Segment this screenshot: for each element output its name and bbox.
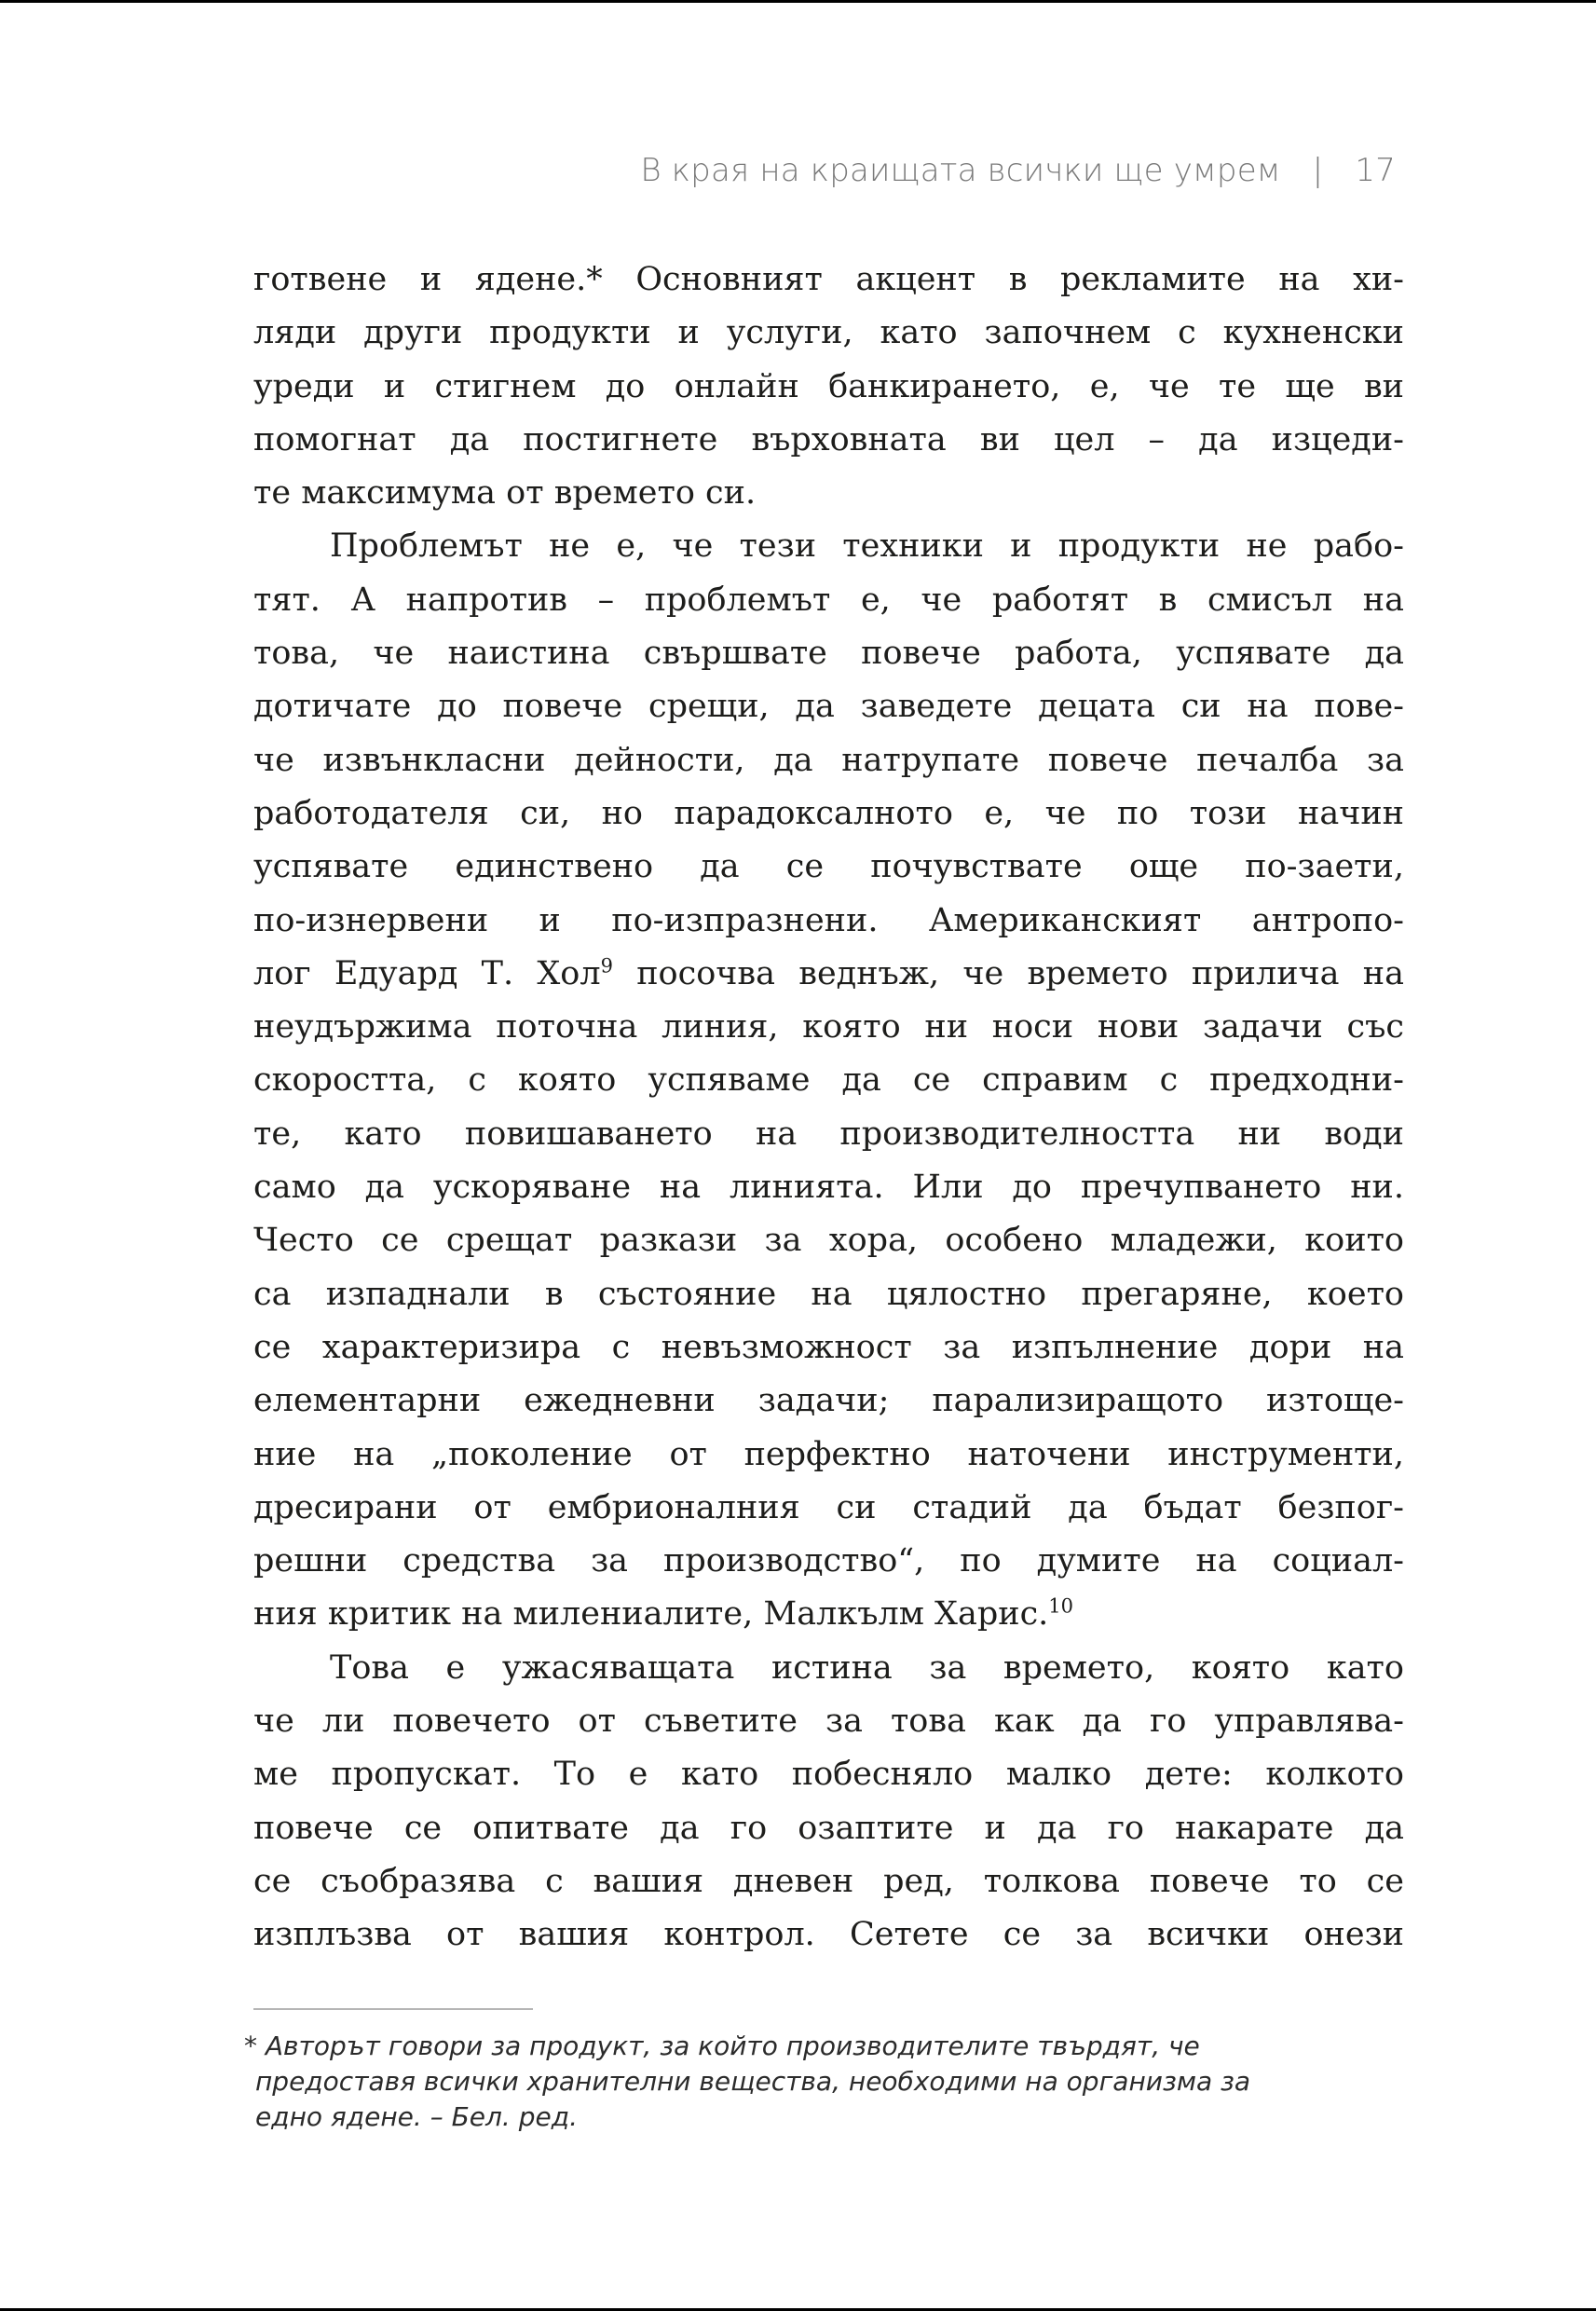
text-line: успявате единствено да се почувствате още по-заети,: [253, 848, 1404, 886]
paragraph-2: [253, 520, 1404, 1641]
footnote-line: * Авторът говори за продукт, за който производителите твърдят, че: [244, 2031, 1200, 2061]
text-fragment: посочва веднъж, че времето прилича на: [612, 954, 1404, 992]
text-line: че ли повечето от съветите за това как да го управлява-: [253, 1702, 1404, 1741]
page-number: 17: [1355, 152, 1396, 189]
footnote: [244, 2029, 1404, 2135]
page-top-border: [0, 0, 1596, 3]
text-fragment: ния критик на милениалите, Малкълм Харис.: [253, 1595, 1049, 1634]
text-line: ме пропускат. То е като побесняло малко дете: колкото: [253, 1756, 1404, 1794]
text-line: ляди други продукти и услуги, като започнем с кухненски: [253, 314, 1404, 352]
text-line: елементарни ежедневни задачи; парализиращото изтоще-: [253, 1382, 1404, 1420]
running-title: В края на краищата всички ще умрем: [640, 152, 1281, 189]
footnote-divider: [253, 2008, 533, 2010]
text-line: са изпаднали в състояние на цялостно прегаряне, което: [253, 1275, 1404, 1313]
footnote-line: [244, 2099, 1404, 2135]
text-line: скоростта, с която успяваме да се справим с предходни-: [253, 1061, 1404, 1100]
text-line: готвене и ядене.* Основният акцент в рекламите на хи-: [253, 261, 1404, 298]
running-header: [640, 152, 1396, 189]
text-line: неудържима поточна линия, която ни носи нови задачи със: [253, 1008, 1404, 1046]
text-line: тят. А напротив – проблемът е, че работят в смисъл на: [253, 581, 1404, 619]
paragraph-1: [253, 253, 1404, 520]
text-line: уреди и стигнем до онлайн банкирането, е, че те ще ви: [253, 367, 1404, 405]
paragraph-3: [253, 1642, 1404, 1962]
text-fragment: лог Едуард Т. Хол: [253, 954, 601, 992]
header-separator: |: [1312, 152, 1324, 189]
text-line: дотичате до повече срещи, да заведете децата си на пове-: [253, 688, 1404, 726]
text-line: това, че наистина свършвате повече работа, успявате да: [253, 635, 1404, 673]
editor-note: Бел. ред.: [451, 2101, 578, 2132]
text-line: Често се срещат разкази за хора, особено младежи, които: [253, 1222, 1404, 1260]
text-line: Това е ужасяващата истина за времето, която като: [330, 1648, 1404, 1687]
endnote-ref-10: 10: [1048, 1594, 1074, 1618]
text-line: Проблемът не е, че тези техники и продукти не рабо-: [330, 527, 1404, 566]
text-line: че извънкласни дейности, да натрупате повече печалба за: [253, 741, 1404, 779]
text-line: помогнат да постигнете върховната ви цел – да изцеди-: [253, 420, 1404, 458]
text-line: само да ускоряване на линията. Или до пречупването ни.: [253, 1169, 1404, 1207]
footnote-line: предоставя всички хранителни вещества, необходими на организма за: [255, 2066, 1251, 2097]
text-line: решни средства за производство“, по думите на социал-: [253, 1542, 1404, 1580]
text-line: дресирани от ембрионалния си стадий да бъдат безпог-: [253, 1488, 1404, 1526]
text-line: ние на „поколение от перфектно наточени инструменти,: [253, 1435, 1404, 1473]
text-line: [253, 1588, 1404, 1641]
text-line: [253, 948, 1404, 1001]
text-line: повече се опитвате да го озаптите и да го накарате да: [253, 1809, 1404, 1847]
text-line: се съобразява с вашия дневен ред, толкова повече то се: [253, 1862, 1404, 1900]
text-line: по-изнервени и по-изпразнени. Американският антропо-: [253, 901, 1404, 939]
body-text: [253, 253, 1404, 1962]
text-line: те максимума от времето си.: [253, 474, 757, 513]
footnote-text: едно ядене. –: [255, 2101, 452, 2132]
text-line: се характеризира с невъзможност за изпълнение дори на: [253, 1328, 1404, 1366]
text-line: те, като повишаването на производителността ни води: [253, 1114, 1404, 1153]
endnote-ref-9: 9: [600, 954, 613, 978]
text-line: изплъзва от вашия контрол. Сетете се за всички онези: [253, 1916, 1404, 1954]
text-line: работодателя си, но парадоксалното е, че по този начин: [253, 794, 1404, 832]
